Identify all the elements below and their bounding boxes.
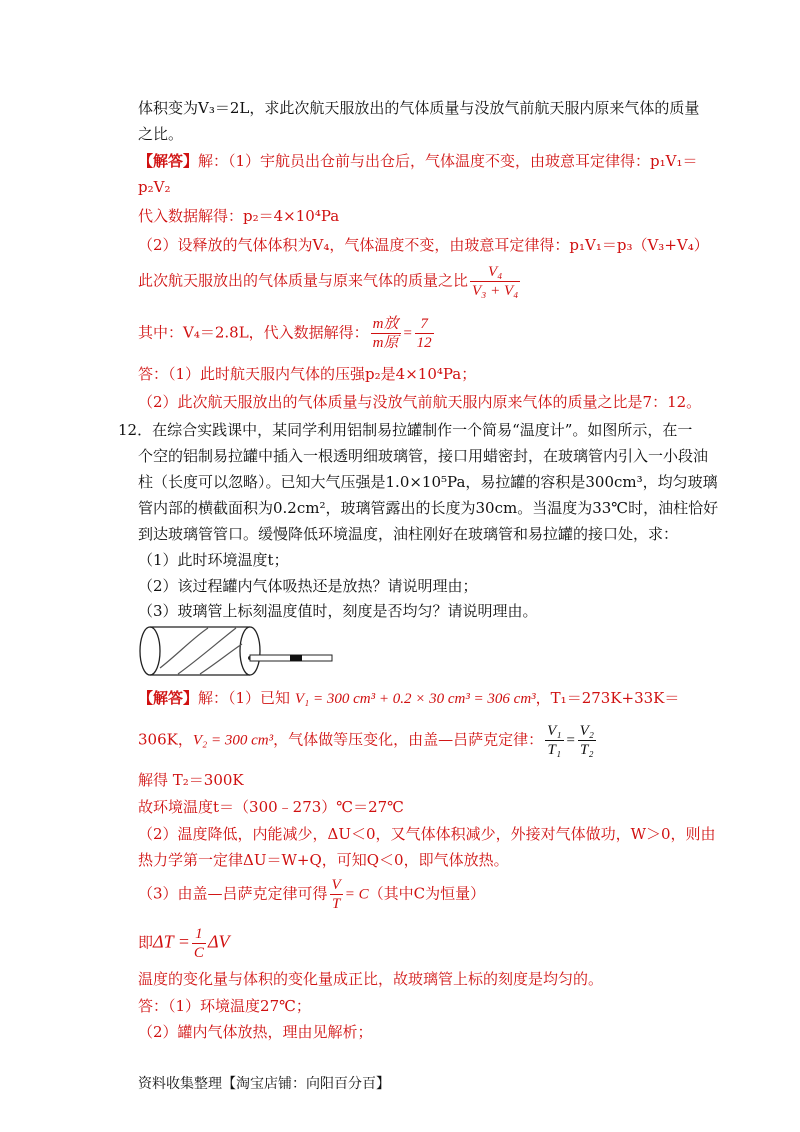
answer-text: 306K， xyxy=(138,730,193,749)
fraction xyxy=(415,315,434,352)
fraction xyxy=(470,263,520,300)
can-right-end xyxy=(240,627,260,675)
answer-line: （2）罐内气体放热，理由见解析； xyxy=(138,1023,373,1041)
fraction-denominator: T xyxy=(331,896,341,912)
fraction-denominator: C xyxy=(193,945,204,961)
math-expression: ΔV xyxy=(207,931,230,952)
answer-line xyxy=(138,151,698,171)
answer-line xyxy=(138,722,598,759)
answer-line: 答：（1）此时航天服内气体的压强p₂是4×10⁴Pa； xyxy=(138,365,477,383)
question-12-line: （2）该过程罐内气体吸热还是放热？请说明理由； xyxy=(138,577,478,595)
page-footer: 资料收集整理【淘宝店铺：向阳百分百】 xyxy=(138,1076,390,1092)
question-text-line: 体积变为V₃＝2L，求此次航天服放出的气体质量与没放气前航天服内原来气体的质量 xyxy=(138,99,700,117)
equals-sign: = xyxy=(565,732,576,749)
answer-text: 即 xyxy=(138,933,154,952)
question-text-line: 之比。 xyxy=(138,125,184,143)
answer-line: （2）设释放的气体体积为V₄，气体温度不变，由玻意耳定律得：p₁V₁＝p₃（V₃+V₄） xyxy=(138,236,709,254)
answer-line: p₂V₂ xyxy=(138,178,171,196)
answer-text: ，T₁＝273K+33K＝ xyxy=(535,689,680,707)
answer-line xyxy=(138,315,436,352)
answer-line xyxy=(138,688,679,709)
fraction-numerator: V₁ xyxy=(547,723,562,739)
answer-text: 解：（1）宇航员出仓前与出仓后，气体温度不变，由玻意耳定律得：p₁V₁＝ xyxy=(198,152,698,170)
fraction-numerator: 7 xyxy=(415,315,434,334)
fraction-numerator: V₂ xyxy=(579,723,595,739)
fraction-numerator: V₄ xyxy=(470,263,520,282)
fraction-numerator: 1 xyxy=(192,925,206,944)
question-12-line: （1）此时环境温度t； xyxy=(138,551,289,569)
answer-text: （其中C为恒量） xyxy=(368,884,486,903)
answer-tag: 【解答】 xyxy=(138,152,199,170)
math-expression: V₂ = 300 cm³ xyxy=(192,732,274,749)
answer-line: 温度的变化量与体积的变化量成正比，故玻璃管上标的刻度是均匀的。 xyxy=(138,970,604,988)
answer-line xyxy=(138,925,230,962)
answer-line: 代入数据解得：p₂＝4×10⁴Pa xyxy=(138,207,340,225)
fraction-numerator: m放 xyxy=(372,316,399,332)
answer-line: 解得 T₂＝300K xyxy=(138,771,244,789)
answer-line: 答：（1）环境温度27℃； xyxy=(138,997,311,1015)
fraction-denominator: T₁ xyxy=(547,742,562,758)
answer-text: 其中：V₄＝2.8L，代入数据解得： xyxy=(138,323,369,342)
math-expression: = C xyxy=(344,886,369,903)
fraction-denominator: 12 xyxy=(416,335,432,351)
can-stripe xyxy=(160,628,208,668)
fraction xyxy=(192,925,206,962)
fraction xyxy=(578,722,596,759)
question-12-line: 柱（长度可以忽略）。已知大气压强是1.0×10⁵Pa，易拉罐的容积是300cm³，均匀玻璃 xyxy=(138,473,718,491)
answer-text: 解：（1）已知 xyxy=(198,689,291,707)
can-thermometer-figure xyxy=(138,624,338,680)
answer-text: 此次航天服放出的气体质量与原来气体的质量之比 xyxy=(138,271,469,290)
fraction-denominator: V₃ + V₄ xyxy=(472,283,519,299)
answer-line: （2）温度降低，内能减少，ΔU＜0，又气体体积减少，外接对气体做功，W＞0，则由 xyxy=(138,825,716,843)
math-expression: ΔT = xyxy=(153,931,190,952)
answer-line: 热力学第一定律ΔU＝W+Q，可知Q＜0，即气体放热。 xyxy=(138,851,509,869)
fraction-denominator: m原 xyxy=(372,335,399,351)
answer-tag: 【解答】 xyxy=(138,689,199,707)
question-12-line: 个空的铝制易拉罐中插入一根透明细玻璃管，接口用蜡密封，在玻璃管内引入一小段油 xyxy=(138,447,709,465)
fraction xyxy=(330,876,343,913)
math-expression: V₁ = 300 cm³ + 0.2 × 30 cm³ = 306 cm³ xyxy=(294,691,536,707)
answer-line: （2）此次航天服放出的气体质量与没放气前航天服内原来气体的质量之比是7：12。 xyxy=(138,393,702,411)
question-12-line: （3）玻璃管上标刻温度值时，刻度是否均匀？请说明理由。 xyxy=(138,602,538,620)
fraction-numerator: V xyxy=(331,877,341,893)
answer-line: 故环境温度t＝（300﹣273）℃＝27℃ xyxy=(138,798,404,816)
fraction xyxy=(371,315,401,352)
answer-text: ，气体做等压变化，由盖—吕萨克定律： xyxy=(273,730,544,749)
oil-column xyxy=(290,655,302,661)
question-12-line: 管内部的横截面积为0.2cm²，玻璃管露出的长度为30cm。当温度为33℃时，油柱恰好 xyxy=(138,499,719,517)
fraction-denominator: T₂ xyxy=(580,742,594,758)
can-stripe xyxy=(200,644,242,674)
can-stripe xyxy=(178,628,236,674)
answer-line xyxy=(138,263,522,300)
answer-line xyxy=(138,876,485,913)
equals-sign: = xyxy=(402,325,413,342)
fraction xyxy=(545,722,563,759)
answer-text: （3）由盖—吕萨克定律可得 xyxy=(138,884,328,903)
question-12-line: 12．在综合实践课中，某同学利用铝制易拉罐制作一个简易“温度计”。如图所示，在一 xyxy=(118,421,693,439)
question-12-line: 到达玻璃管管口。缓慢降低环境温度，油柱刚好在玻璃管和易拉罐的接口处，求： xyxy=(138,525,679,543)
can-left-end xyxy=(140,627,160,675)
